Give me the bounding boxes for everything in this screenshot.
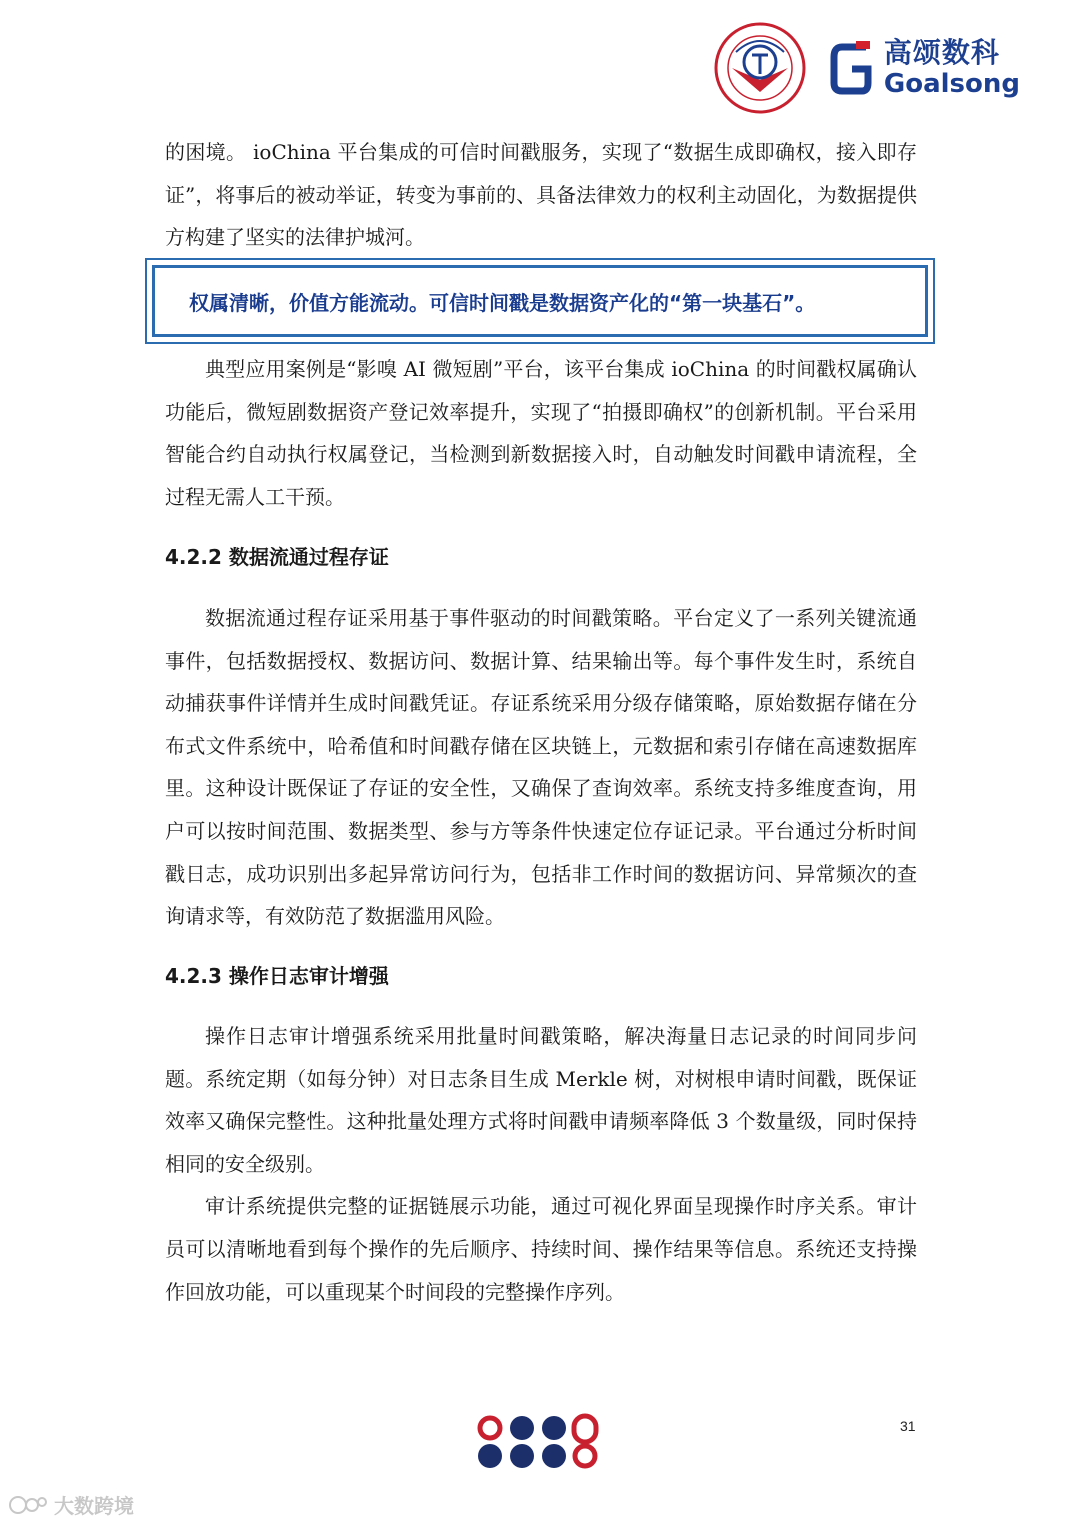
header-logos [714, 22, 1020, 114]
brand-name-en: Goalsong [883, 69, 1020, 99]
paragraph-circulation-evidence: 数据流通过程存证采用基于事件驱动的时间戳策略。平台定义了一系列关键流通事件，包括数据授权、数据访问、数据计算、结果输出等。每个事件发生时，系统自动捕获事件详情并生成时间戳凭证。存证系统采用分级存储策略，原始数据存储在分布式文件系统中，哈希值和时间戳存储在区块链上，元数据和索引存储在高速数据库里。这种设计既保证了存证的安全性，又确保了查询效率。系统支持多维度查询，用户可以按时间范围、数据类型、参与方等条件快速定位存证记录。平台通过分析时间戳日志，成功识别出多起异常访问行为，包括非工作时间的数据访问、异常频次的查询请求等，有效防范了数据滥用风险。 [165, 606, 917, 929]
section-heading-4-2-3: 4.2.3 操作日志审计增强 [165, 964, 389, 988]
timestamp-authority-seal-icon [714, 22, 806, 114]
callout-box [145, 258, 935, 344]
paragraph-evidence-chain: 审计系统提供完整的证据链展示功能，通过可视化界面呈现操作时序关系。审计员可以清晰地看到每个操作的先后顺序、持续时间、操作结果等信息。系统还支持操作回放功能，可以重现某个时间段的完整操作序列。 [165, 1194, 917, 1304]
paragraph-case-study: 典型应用案例是“影嗅 AI 微短剧”平台，该平台集成 ioChina 的时间戳权属确认功能后，微短剧数据资产登记效率提升，实现了“拍摄即确权”的创新机制。平台采用智能合约自动执行权属登记，当检测到新数据接入时，自动触发时间戳申请流程，全过程无需人工干预。 [165, 357, 917, 509]
paragraph-log-audit: 操作日志审计增强系统采用批量时间戳策略，解决海量日志记录的时间同步问题。系统定期（如每分钟）对日志条目生成 Merkle 树，对树根申请时间戳，既保证效率又确保完整性。这种批量处理方式将时间戳申请频率降低 3 个数量级，同时保持相同的安全级别。 [165, 1024, 917, 1176]
goalsong-logo-icon [828, 39, 874, 97]
page-number: 31 [900, 1418, 916, 1434]
brand-name-cn: 高颂数科 [883, 36, 1000, 69]
goalsong-brand [828, 36, 1020, 99]
footer-dots-logo-icon [476, 1410, 604, 1474]
watermark-logo-icon [8, 1493, 48, 1517]
watermark [8, 1490, 134, 1519]
callout-text: 权属清晰，价值方能流动。可信时间戳是数据资产化的“第一块基石”。 [189, 290, 816, 315]
watermark-text: 大数跨境 [54, 1494, 134, 1518]
paragraph-intro: 的困境。 ioChina 平台集成的可信时间戳服务，实现了“数据生成即确权，接入即存证”，将事后的被动举证，转变为事前的、具备法律效力的权利主动固化，为数据提供方构建了坚实的法律护城河。 [165, 140, 917, 250]
section-heading-4-2-2: 4.2.2 数据流通过程存证 [165, 545, 389, 569]
